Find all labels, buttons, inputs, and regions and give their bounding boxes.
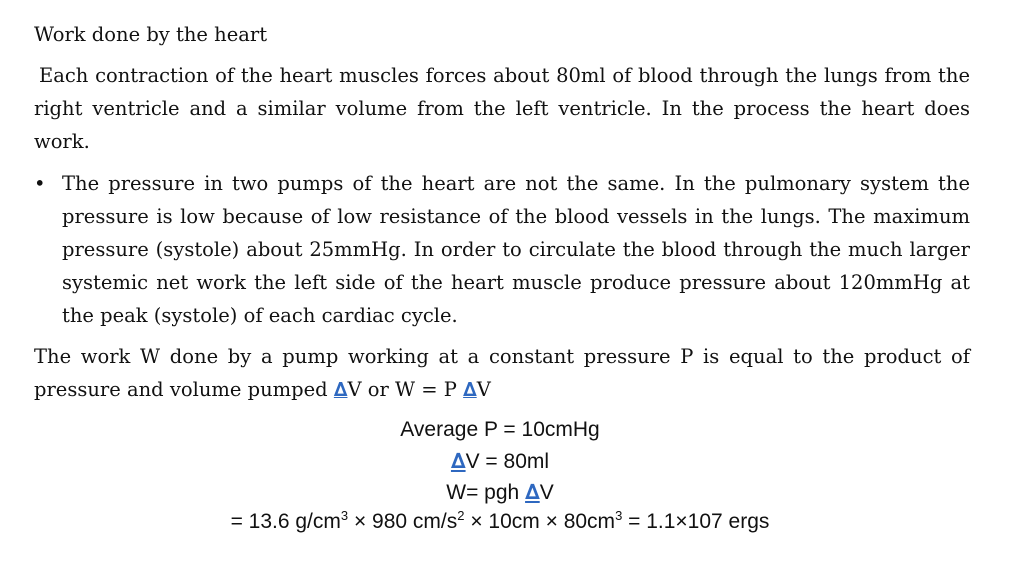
calc-part-b: × 980 cm/s <box>348 510 458 533</box>
equation-volume <box>0 446 1000 477</box>
calc-part-d: = 1.1×107 ergs <box>622 510 770 533</box>
delta-symbol: ∆ <box>463 378 477 401</box>
work-formula-end: V <box>476 378 491 401</box>
delta-symbol: ∆ <box>525 480 540 504</box>
slide-title: Work done by the heart <box>34 23 268 46</box>
delta-symbol: ∆ <box>333 378 348 401</box>
bullet-text: The pressure in two pumps of the heart are not the same. In the pulmonary system the pressure is low because of low resistance of the blood vessels in the lungs. The maximum pressure (systole) about 25mmHg. In order to circulate the blood through the much larger systemic net work the left side of the heart muscle produce pressure about 120mmHg at the peak (systole) of each cardiac cycle. <box>62 172 970 327</box>
work-statement <box>34 340 970 406</box>
work-formula-part: V or W = P <box>347 378 464 401</box>
equation-work <box>0 477 1000 508</box>
equation-volume-text: V = 80ml <box>465 450 550 473</box>
equation-work-suffix: V <box>539 481 554 504</box>
calc-part-a: = 13.6 g/cm <box>230 510 341 533</box>
calc-sup-3: 3 <box>615 508 623 523</box>
calc-sup-1: 3 <box>340 508 349 523</box>
intro-paragraph: Each contraction of the heart muscles forces about 80ml of blood through the lungs from the right ventricle and a similar volume from the left ventricle. In the process the heart does work. <box>34 64 970 153</box>
work-statement-text: The work W done by a pump working at a constant pressure P is equal to the product of pressure and volume pumped <box>34 345 970 401</box>
delta-symbol: ∆ <box>450 449 466 473</box>
bullet-marker: • <box>34 172 46 195</box>
calc-sup-2: 2 <box>457 508 465 523</box>
calc-part-c: × 10cm × 80cm <box>464 510 616 533</box>
equation-work-prefix: W= pgh <box>446 481 526 504</box>
equation-calculation <box>0 507 1000 537</box>
equation-average-pressure: Average P = 10cmHg <box>400 418 600 441</box>
